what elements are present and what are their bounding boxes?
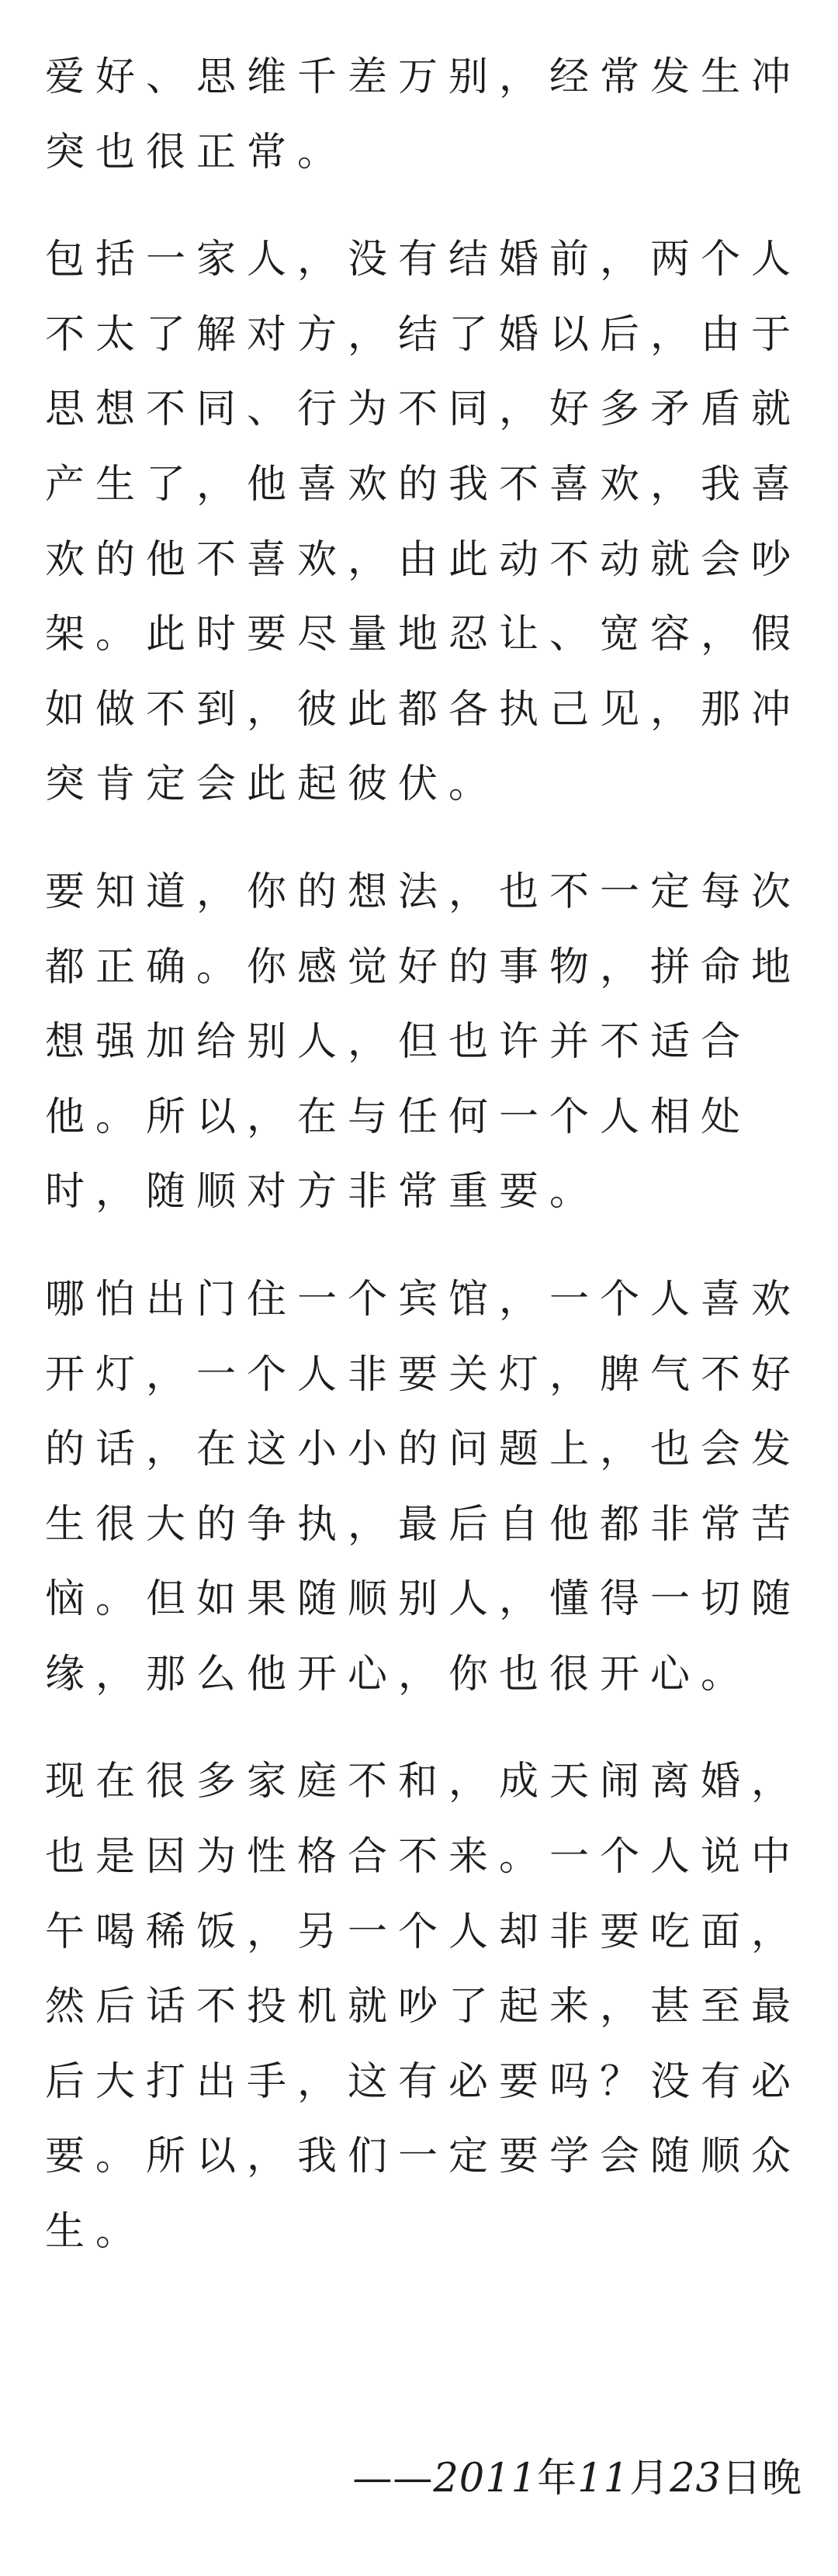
signature-year: 2011 bbox=[433, 2456, 538, 2501]
text-line: 开灯，一个人非要关灯，脾气不好 bbox=[45, 1351, 802, 1398]
text-line: 午喝稀饭，另一个人却非要吃面， bbox=[45, 1909, 802, 1955]
text-line: 包括一家人，没有结婚前，两个人 bbox=[45, 237, 802, 283]
text-line: 要。所以，我们一定要学会随顺众 bbox=[45, 2134, 802, 2180]
text-line: 欢的他不喜欢，由此动不动就会吵 bbox=[45, 536, 802, 583]
text-line: 不太了解对方，结了婚以后，由于 bbox=[45, 311, 802, 358]
paragraph-3 bbox=[45, 855, 802, 1230]
text-line: 思想不同、行为不同，好多矛盾就 bbox=[45, 387, 802, 433]
text-line: 生很大的争执，最后自他都非常苦 bbox=[45, 1501, 802, 1548]
signature-dash: —— bbox=[352, 2456, 434, 2501]
text-line: 的话，在这小小的问题上，也会发 bbox=[45, 1427, 802, 1473]
text-line: 想强加给别人，但也许并不适合 bbox=[45, 1019, 752, 1066]
signature-day: 23 bbox=[670, 2456, 722, 2501]
text-line: 要知道，你的想法，也不一定每次 bbox=[45, 868, 802, 915]
paragraph-1 bbox=[45, 40, 802, 190]
text-line: 突也很正常。 bbox=[45, 129, 348, 175]
text-line: 然后话不投机就吵了起来，甚至最 bbox=[45, 1984, 802, 2030]
text-line: 现在很多家庭不和，成天闹离婚， bbox=[45, 1759, 802, 1805]
text-line: 突肯定会此起彼伏。 bbox=[45, 761, 500, 808]
text-line: 他。所以，在与任何一个人相处 bbox=[45, 1094, 752, 1140]
text-line: 生。 bbox=[45, 2209, 147, 2255]
text-line: 恼。但如果随顺别人，懂得一切随 bbox=[45, 1576, 802, 1623]
signature-year-unit: 年 bbox=[537, 2456, 578, 2501]
text-line: 都正确。你感觉好的事物，拼命地 bbox=[45, 944, 802, 990]
text-line: 产生了，他喜欢的我不喜欢，我喜 bbox=[45, 461, 802, 508]
paragraph-2 bbox=[45, 223, 802, 823]
signature-day-unit: 日晚 bbox=[721, 2456, 802, 2501]
signature-date bbox=[352, 2442, 802, 2516]
text-line: 后大打出手，这有必要吗？没有必 bbox=[45, 2058, 802, 2105]
text-line: 时，随顺对方非常重要。 bbox=[45, 1169, 601, 1215]
text-line: 缘，那么他开心，你也很开心。 bbox=[45, 1651, 752, 1697]
article-body bbox=[45, 40, 802, 2303]
signature-month-unit: 月 bbox=[629, 2456, 670, 2501]
text-line: 哪怕出门住一个宾馆，一个人喜欢 bbox=[45, 1276, 802, 1323]
paragraph-5 bbox=[45, 1745, 802, 2269]
text-line: 如做不到，彼此都各执己见，那冲 bbox=[45, 686, 802, 733]
text-line: 也是因为性格合不来。一个人说中 bbox=[45, 1834, 802, 1881]
text-line: 架。此时要尽量地忍让、宽容，假 bbox=[45, 612, 802, 658]
paragraph-4 bbox=[45, 1263, 802, 1713]
signature-month: 11 bbox=[577, 2456, 630, 2501]
text-line: 爱好、思维千差万别，经常发生冲 bbox=[45, 54, 802, 100]
